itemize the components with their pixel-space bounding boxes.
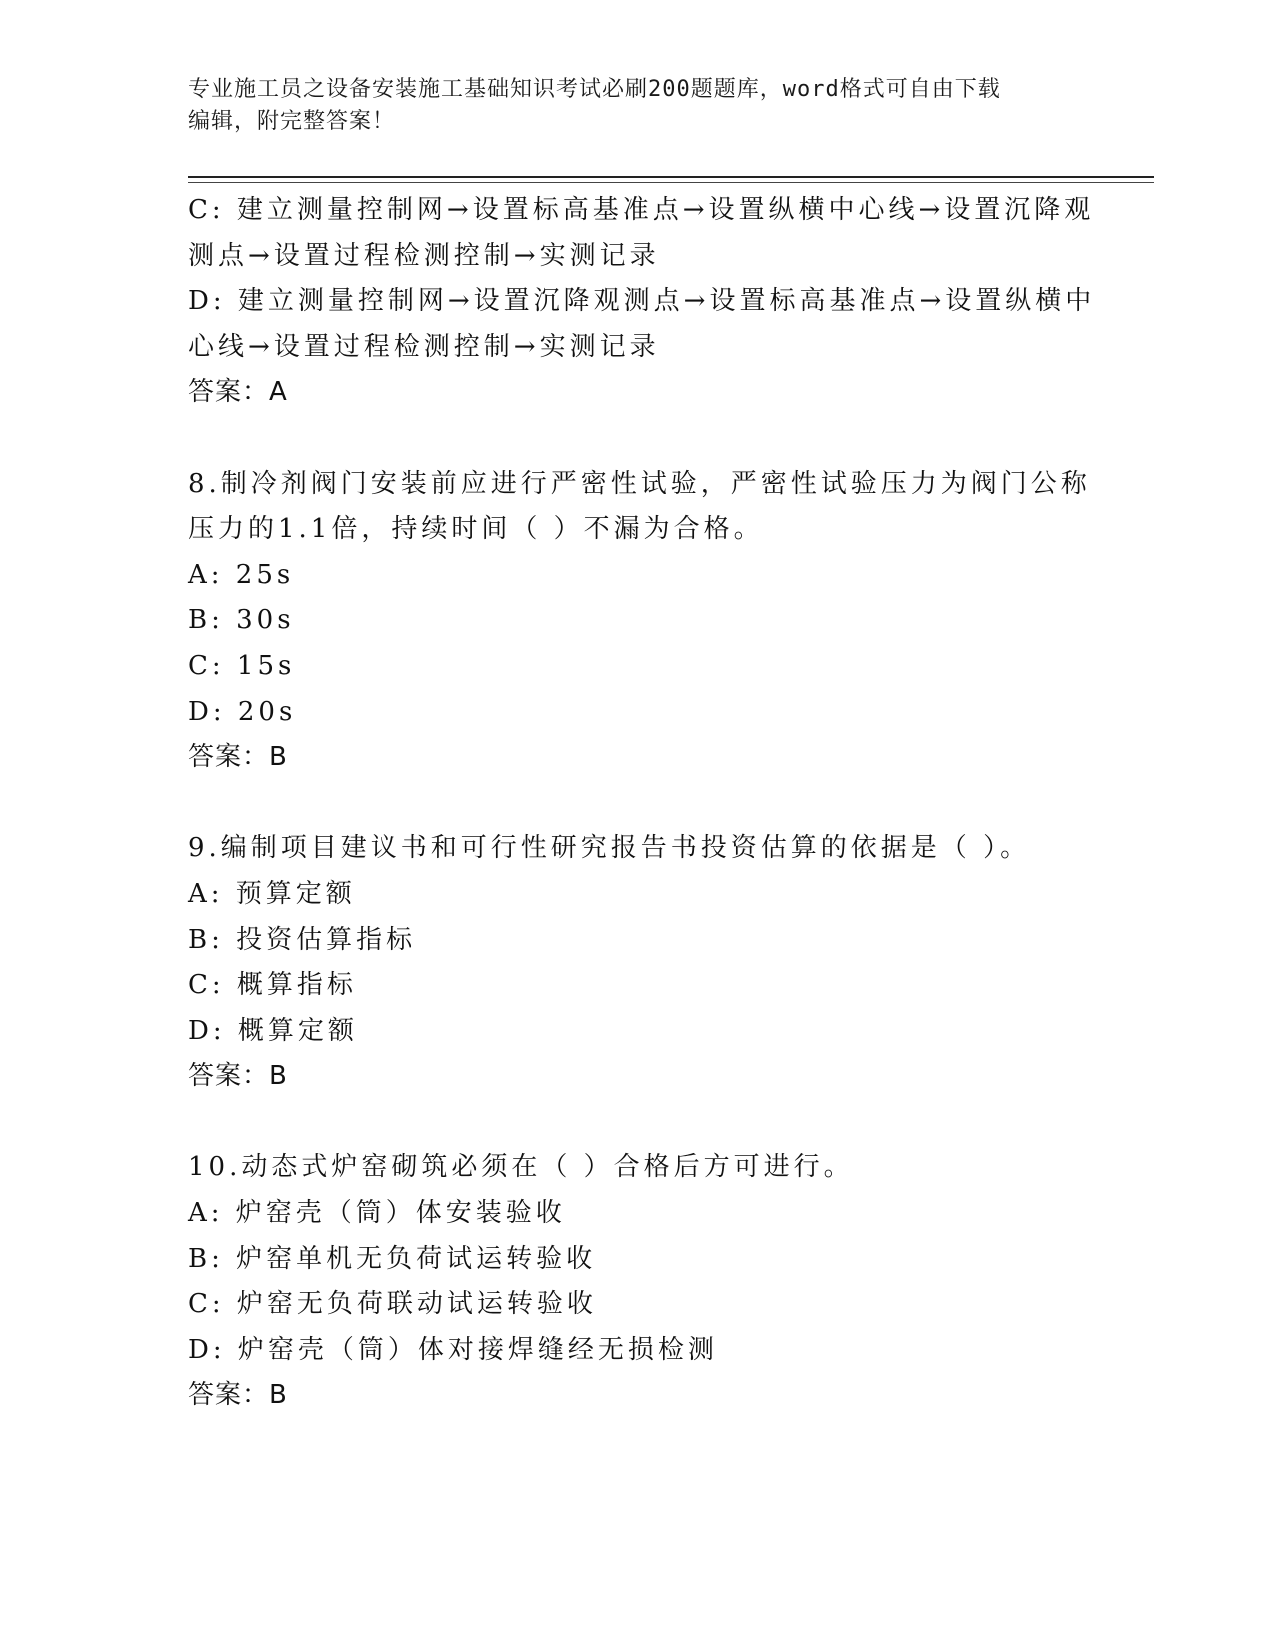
- question-10: [188, 1145, 1088, 1419]
- answer: 答案：B: [188, 1380, 288, 1411]
- answer: 答案：B: [188, 1061, 288, 1092]
- option-a: A: 预算定额: [188, 878, 356, 909]
- header-title-line-2: 编辑，附完整答案！: [188, 109, 396, 134]
- option-d: D: 炉窑壳（筒）体对接焊缝经无损检测: [188, 1334, 718, 1365]
- option-a: A: 炉窑壳（筒）体安装验收: [188, 1198, 566, 1229]
- option-d: D: 概算定额: [188, 1015, 358, 1046]
- option-c-continued: 测点→设置过程检测控制→实测记录: [188, 240, 660, 271]
- question-stem: 8.制冷剂阀门安装前应进行严密性试验，严密性试验压力为阀门公称: [188, 468, 1091, 499]
- option-a: A: 25s: [188, 559, 295, 590]
- question-stem: 10.动态式炉窑砌筑必须在（ ）合格后方可进行。: [188, 1152, 854, 1183]
- option-c: C: 15s: [188, 650, 296, 681]
- answer: 答案：A: [188, 377, 288, 408]
- document-header: [188, 74, 1088, 138]
- option-b: B: 投资估算指标: [188, 924, 417, 955]
- option-c: C: 建立测量控制网→设置标高基准点→设置纵横中心线→设置沉降观: [188, 195, 1095, 225]
- option-d: D: 建立测量控制网→设置沉降观测点→设置标高基准点→设置纵横中: [188, 286, 1096, 317]
- question-stem: 9.编制项目建议书和可行性研究报告书投资估算的依据是（ ）。: [188, 833, 1031, 864]
- question-list: [188, 188, 1096, 1419]
- option-b: B: 炉窑单机无负荷试运转验收: [188, 1243, 597, 1274]
- option-c: C: 炉窑无负荷联动试运转验收: [188, 1289, 597, 1320]
- option-d: D: 20s: [188, 696, 297, 727]
- question-9: [188, 826, 1088, 1100]
- header-divider-thick: [188, 176, 1154, 178]
- option-d-continued: 心线→设置过程检测控制→实测记录: [188, 331, 660, 362]
- option-b: B: 30s: [188, 605, 295, 636]
- question-stem-continued: 压力的1.1倍，持续时间（ ）不漏为合格。: [188, 514, 764, 545]
- question-8: [188, 462, 1091, 781]
- option-c: C: 概算指标: [188, 970, 357, 1001]
- spacer: [188, 1100, 1088, 1146]
- question-7: [188, 188, 1096, 416]
- answer: 答案：B: [188, 742, 288, 773]
- header-divider-thin: [188, 182, 1154, 183]
- spacer: [188, 416, 1088, 462]
- spacer: [188, 781, 1088, 827]
- header-title-line-1: 专业施工员之设备安装施工基础知识考试必刷200题题库，word格式可自由下载: [188, 77, 1001, 102]
